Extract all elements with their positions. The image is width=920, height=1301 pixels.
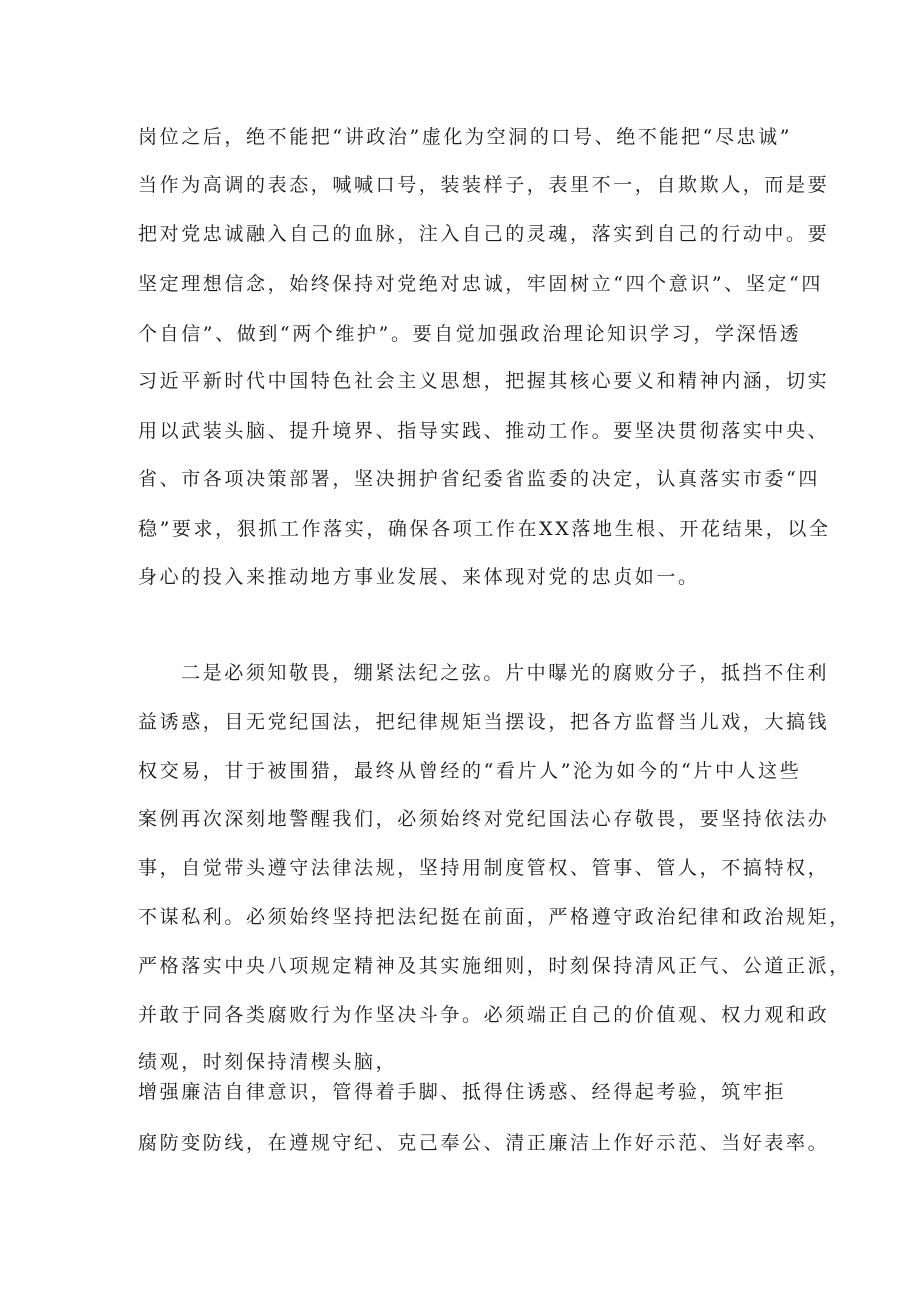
paragraph-line: 岗位之后，绝不能把“讲政治”虚化为空洞的口号、绝不能把“尽忠诚” <box>138 126 793 148</box>
paragraph-line: 身心的投入来推动地方事业发展、来体现对党的忠贞如一。 <box>138 566 700 588</box>
paragraph-line: 案例再次深刻地警醒我们，必须始终对党纪国法心存敬畏，要坚持依法办 <box>138 808 830 830</box>
paragraph-line: 稳”要求，狠抓工作落实，确保各项工作在XX落地生根、开花结果，以全 <box>138 518 831 540</box>
paragraph-line: 坚定理想信念，始终保持对党绝对忠诚，牢固树立“四个意识”、坚定“四 <box>138 273 823 295</box>
paragraph-line: 当作为高调的表态，喊喊口号，装装样子，表里不一，自欺欺人，而是要 <box>138 174 830 196</box>
paragraph-line: 二是必须知敬畏，绷紧法纪之弦。片中曝光的腐败分子，抵挡不住利 <box>181 662 830 684</box>
paragraph-line: 并敢于同各类腐败行为作坚决斗争。必须端正自己的价值观、权力观和政 <box>138 1004 830 1026</box>
paragraph-line: 益诱惑，目无党纪国法，把纪律规矩当摆设，把各方监督当儿戏，大搞钱 <box>138 711 830 733</box>
paragraph-line: 省、市各项决策部署，坚决拥护省纪委省监委的决定，认真落实市委“四 <box>138 468 820 490</box>
paragraph-line: 事，自觉带头遵守法律法规，坚持用制度管权、管事、管人，不搞特权， <box>138 857 830 879</box>
paragraph-line: 增强廉洁自律意识，管得着手脚、抵得住诱惑、经得起考验，筑牢拒 <box>138 1081 787 1103</box>
paragraph-line: 习近平新时代中国特色社会主义思想，把握其核心要义和精神内涵，切实 <box>138 370 830 392</box>
paragraph-line: 严格落实中央八项规定精神及其实施细则，时刻保持清风正气、公道正派， <box>138 955 851 977</box>
paragraph-line: 绩观，时刻保持清楔头脑， <box>138 1051 398 1073</box>
paragraph-line: 权交易，甘于被围猎，最终从曾经的“看片人”沦为如今的“片中人这些 <box>138 760 802 782</box>
paragraph-line: 个自信”、做到“两个维护”。要自觉加强政治理论知识学习，学深悟透 <box>138 323 802 345</box>
paragraph-line: 腐防变防线，在遵规守纪、克己奉公、清正廉洁上作好示范、当好表率。 <box>138 1132 830 1154</box>
paragraph-line: 用以武装头脑、提升境界、指导实践、推动工作。要坚决贯彻落实中央、 <box>138 420 830 442</box>
paragraph-line: 不谋私利。必须始终坚持把法纪挺在前面，严格遵守政治纪律和政治规矩， <box>138 906 851 928</box>
paragraph-line: 把对党忠诚融入自己的血脉，注入自己的灵魂，落实到自己的行动中。要 <box>138 223 830 245</box>
